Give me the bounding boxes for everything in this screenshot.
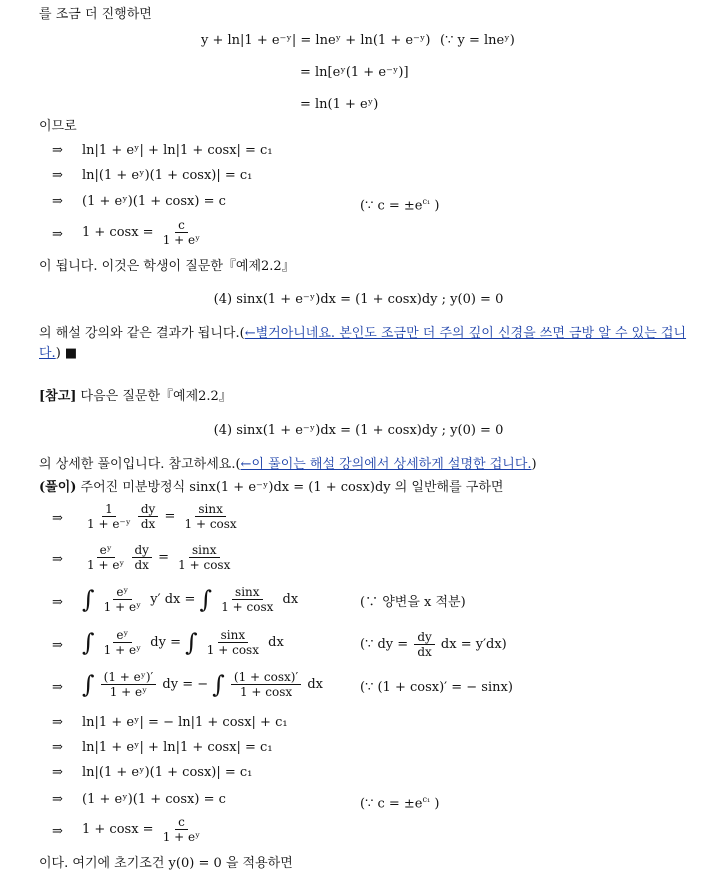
step2-eq: (1 + eʸ)(1 + cosx) = c	[82, 792, 226, 807]
arrow: ⇒	[52, 143, 63, 158]
problem-equation: (4) sinx(1 + e⁻ʸ)dx = (1 + cosx)dy ; y(0) = 0	[213, 292, 504, 307]
para2-link[interactable]: ←별거아니네요. 본인도 조금만 더 주의 깊이 신경을 쓰면 금방 알 수 있는 겁니	[244, 326, 687, 341]
arrow: ⇒	[52, 227, 63, 242]
solution-step	[0, 670, 717, 708]
step2-eq: ln|1 + eʸ| = − ln|1 + cosx| + c₁	[82, 715, 288, 730]
step2-eq: ln|(1 + eʸ)(1 + cosx)| = c₁	[82, 765, 253, 780]
calc-line-1: y + ln|1 + e⁻ʸ| = lneʸ + ln(1 + e⁻ʸ)	[201, 33, 431, 48]
solution-label: (풀이)	[39, 480, 77, 495]
step-note: (∵ (1 + cosx)′ = − sinx)	[360, 680, 513, 695]
intro-text: 를 조금 더 진행하면	[39, 7, 152, 22]
arrow: ⇒	[52, 765, 63, 780]
step2-row	[0, 815, 717, 849]
arrow: ⇒	[52, 792, 63, 807]
step2-eq: ln|1 + eʸ| + ln|1 + cosx| = c₁	[82, 740, 273, 755]
arrow: ⇒	[52, 194, 63, 209]
para3-line: 의 상세한 풀이입니다. 참고하세요.(←이 풀이는 해설 강의에서 상세하게 설명한 겁니다.)	[39, 457, 537, 472]
calc-line-1-note: (∵ y = lneʸ)	[440, 33, 515, 48]
calc-line-2: = ln[eʸ(1 + e⁻ʸ)]	[300, 65, 409, 80]
para3-link[interactable]: ←이 풀이는 해설 강의에서 상세하게 설명한 겁니다.	[240, 457, 532, 472]
arrow: ⇒	[52, 168, 63, 183]
step1-last-eq: 1 + cosx = $\frac{c}{\text{1 + eʸ}}$	[82, 218, 201, 247]
step1-eq: (1 + eʸ)(1 + cosx) = c	[82, 194, 226, 209]
ref-label: [참고]	[39, 389, 77, 404]
step-eq: ∫ $\frac{\text{eʸ}}{\text{1 + eʸ}}$ y′ dx = ∫ $\frac{\sin x}{1 + \cos x}$ dx	[82, 585, 299, 614]
step2-note: (∵ $c = \pm e^{c_1}$ )	[360, 795, 440, 812]
para1-text: 이 됩니다. 이것은 학생이 질문한『예제2.2』	[39, 259, 295, 274]
arrow: ⇒	[52, 740, 63, 755]
calc-line-3: = ln(1 + eʸ)	[300, 97, 379, 112]
arrow: ⇒	[52, 638, 63, 653]
solution-step	[0, 543, 717, 579]
solution-step	[0, 628, 717, 666]
step-eq: ∫ $\frac{\text{(1 + eʸ)′}}{\text{1 + eʸ}}$ dy = − ∫ $\frac{(1 + \cos x)'}{1 + \cos x}$ dx	[82, 670, 323, 699]
arrow: ⇒	[52, 552, 63, 567]
step2-last-eq: 1 + cosx = $\frac{c}{\text{1 + eʸ}}$	[82, 815, 201, 844]
imeuro-text: 이므로	[39, 119, 77, 134]
ref-line: [참고] 다음은 질문한『예제2.2』	[39, 389, 232, 404]
step1-eq: ln|(1 + eʸ)(1 + cosx)| = c₁	[82, 168, 253, 183]
step-eq: ∫ $\frac{\text{eʸ}}{\text{1 + eʸ}}$ dy = ∫ $\frac{\sin x}{1 + \cos x}$ dx	[82, 628, 284, 657]
arrow: ⇒	[52, 511, 63, 526]
arrow: ⇒	[52, 824, 63, 839]
step-eq: $\frac{\text{eʸ}}{\text{1 + eʸ}}$ $\frac{dy}{dx}$ = $\frac{\sin x}{1 + \cos x}$	[87, 543, 231, 572]
arrow: ⇒	[52, 715, 63, 730]
problem-equation-2: (4) sinx(1 + e⁻ʸ)dx = (1 + cosx)dy ; y(0) = 0	[213, 423, 504, 438]
para2-link-cont[interactable]: 다.	[39, 346, 56, 361]
solution-step	[0, 502, 717, 538]
step1-note: (∵ $c = \pm e^{c_1}$ )	[360, 197, 440, 214]
solution-intro: (풀이) 주어진 미분방정식 sinx(1 + e⁻ʸ)dx = (1 + cosx)dy 의 일반해를 구하면	[39, 480, 504, 495]
para2-line2: 다.) ■	[39, 346, 78, 361]
arrow: ⇒	[52, 595, 63, 610]
step-eq: $\frac{1}{\text{1 + e⁻ʸ}}$ $\frac{dy}{dx}$ = $\frac{\sin x}{1 + \cos x}$	[87, 502, 237, 531]
step-note: (∵ 양변을 x 적분)	[360, 595, 466, 610]
step-note: (∵ dy = $\frac{dy}{dx}$ dx = y′dx)	[360, 630, 507, 659]
final-text: 이다. 여기에 초기조건 y(0) = 0 을 적용하면	[39, 856, 293, 871]
solution-step	[0, 585, 717, 623]
para2-line1: 의 해설 강의와 같은 결과가 됩니다.(←별거아니네요. 본인도 조금만 더 주의 깊이 신경을 쓰면 금방 알 수 있는 겁니	[39, 326, 687, 341]
arrow: ⇒	[52, 680, 63, 695]
step1-eq: ln|1 + eʸ| + ln|1 + cosx| = c₁	[82, 143, 273, 158]
